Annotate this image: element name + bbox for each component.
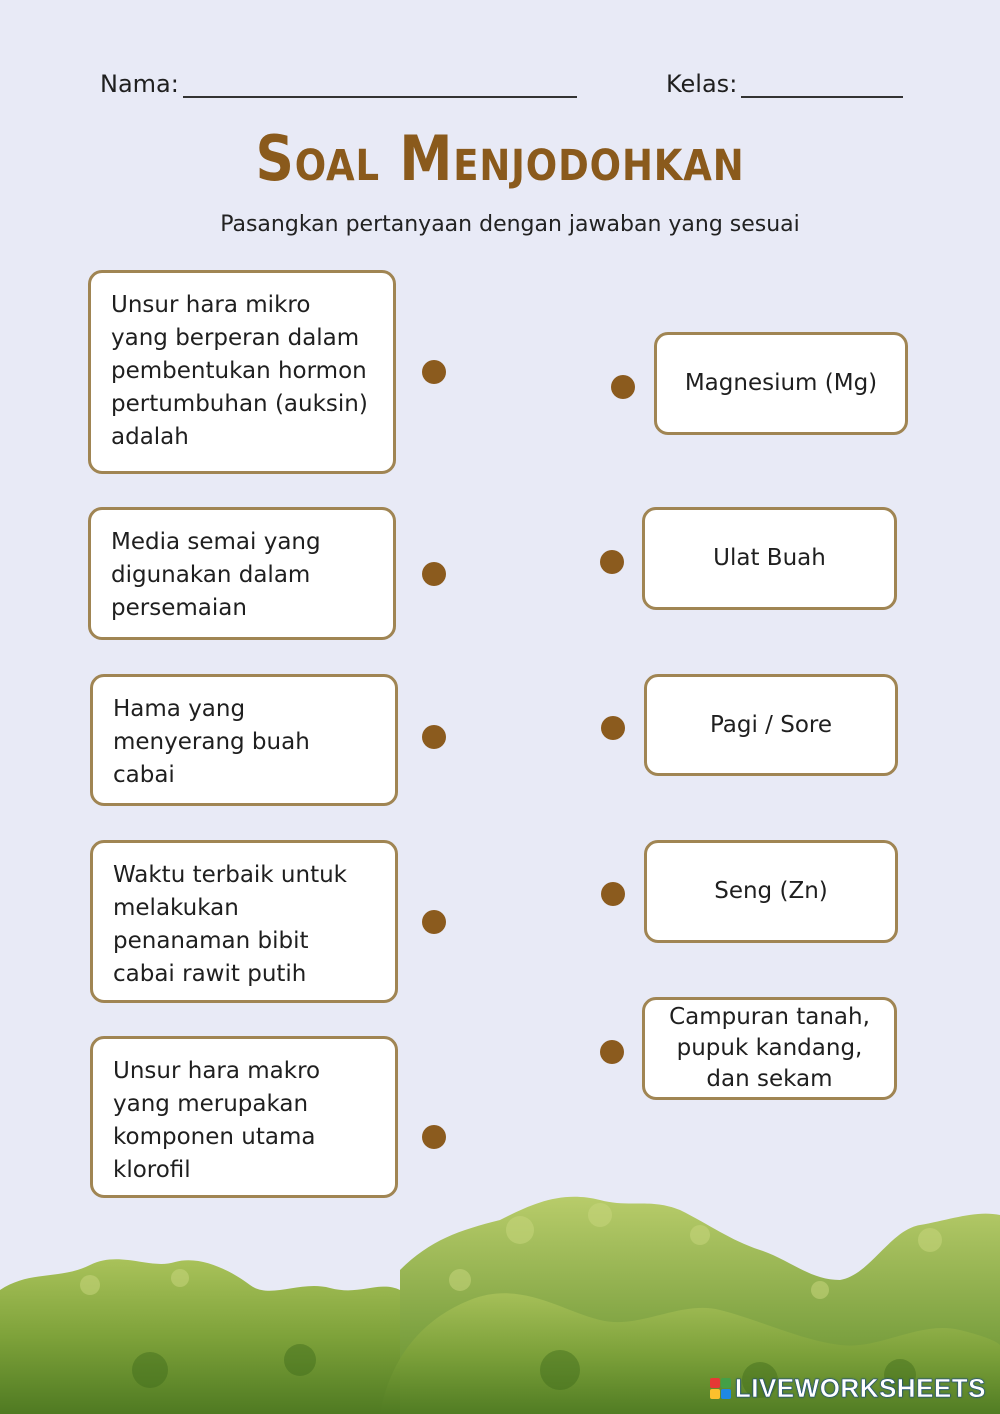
liveworksheets-logo-icon — [710, 1378, 731, 1399]
answer-box-1 — [654, 332, 908, 435]
question-connector-dot-3[interactable] — [422, 725, 446, 749]
answer-text: Ulat Buah — [713, 545, 826, 571]
name-input-line[interactable] — [183, 70, 577, 98]
class-label: Kelas: — [666, 70, 738, 98]
answer-connector-dot-4[interactable] — [601, 882, 625, 906]
answer-connector-dot-1[interactable] — [611, 375, 635, 399]
answer-text: Pagi / Sore — [709, 711, 833, 738]
question-connector-dot-4[interactable] — [422, 910, 446, 934]
answer-connector-dot-2[interactable] — [600, 550, 624, 574]
question-box-3 — [90, 674, 398, 806]
page-subtitle: Pasangkan pertanyaan dengan jawaban yang sesuai — [220, 212, 800, 237]
question-box-4 — [90, 840, 398, 1003]
liveworksheets-logo-text: LIVEWORKSHEETS — [734, 1373, 986, 1403]
name-label: Nama: — [100, 70, 179, 98]
question-text: Unsur hara makro yang merupakan komponen utama klorofil — [113, 1058, 321, 1183]
question-text: Waktu terbaik untuk melakukan penanaman bibit cabai rawit putih — [113, 862, 347, 987]
answer-text: Magnesium (Mg) — [684, 370, 878, 396]
question-text: Hama yang menyerang buah cabai — [113, 696, 310, 788]
answer-box-4 — [644, 840, 898, 943]
question-box-1 — [88, 270, 396, 474]
question-connector-dot-2[interactable] — [422, 562, 446, 586]
answer-connector-dot-3[interactable] — [601, 716, 625, 740]
page-title: Soal Menjodohkan — [255, 122, 745, 195]
answer-connector-dot-5[interactable] — [600, 1040, 624, 1064]
liveworksheets-logo — [710, 1373, 986, 1404]
question-connector-dot-1[interactable] — [422, 360, 446, 384]
class-field — [666, 70, 903, 98]
question-box-2 — [88, 507, 396, 640]
name-field — [100, 70, 577, 98]
answer-text: Seng (Zn) — [714, 878, 828, 904]
answer-box-5 — [642, 997, 897, 1100]
question-text: Unsur hara mikro yang berperan dalam pembentukan hormon pertumbuhan (auksin) adalah — [111, 292, 368, 450]
class-input-line[interactable] — [741, 70, 903, 98]
answer-text: Campuran tanah, pupuk kandang, dan sekam — [669, 1004, 870, 1092]
question-connector-dot-5[interactable] — [422, 1125, 446, 1149]
answer-box-2 — [642, 507, 897, 610]
question-text: Media semai yang digunakan dalam persemaian — [111, 529, 321, 621]
answer-box-3 — [644, 674, 898, 776]
